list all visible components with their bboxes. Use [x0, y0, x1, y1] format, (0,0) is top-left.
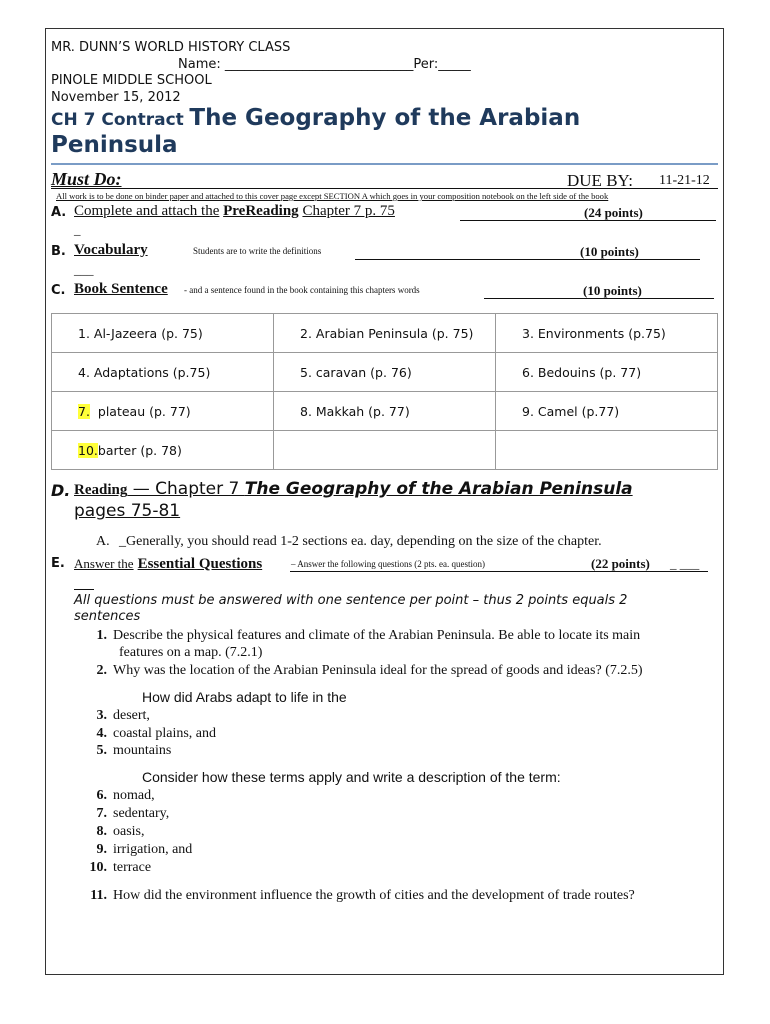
section-e-short-line — [74, 589, 94, 590]
date: November 15, 2012 — [51, 90, 181, 105]
table-row — [52, 314, 718, 353]
list-item: 1. Describe the physical features and climate of the Arabian Peninsula. Be able to locate its main — [96, 628, 641, 643]
section-d-letter: D. — [51, 481, 71, 500]
list-item: 7. sedentary, — [96, 806, 170, 821]
vocab-cell: 2. Arabian Peninsula (p. 75) — [274, 314, 496, 353]
terms-intro: Consider how these terms apply and write a description of the term: — [142, 769, 561, 785]
must-do-note: All work is to be done on binder paper and attached to this cover page except SECTION A which goes in your composition notebook on the left side of the book — [56, 191, 609, 201]
section-d-heading: Reading — Chapter 7 The Geography of the Arabian Peninsula — [74, 479, 633, 499]
list-item: 3. desert, — [96, 708, 150, 723]
highlight-number: 7. — [78, 403, 90, 419]
adapt-intro: How did Arabs adapt to life in the — [142, 689, 347, 705]
vocab-cell: 5. caravan (p. 76) — [274, 353, 496, 392]
due-date: 11-21-12 — [659, 173, 710, 188]
list-item: 4. coastal plains, and — [96, 726, 217, 741]
section-b-note: Students are to write the definitions — [193, 246, 322, 256]
vocab-cell: 10.barter (p. 78) — [52, 431, 274, 470]
section-d-item-a: _Generally, you should read 1-2 sections ea. day, depending on the size of the chapter. — [119, 534, 602, 549]
class-line: MR. DUNN’S WORLD HISTORY CLASS — [51, 40, 291, 55]
vocab-cell: 9. Camel (p.77) — [496, 392, 718, 431]
section-a-text: Complete and attach the PreReading Chapter 7 p. 75 — [74, 203, 395, 219]
table-row — [52, 392, 718, 431]
section-b-points: (10 points) — [580, 244, 639, 259]
title-main-line2: Peninsula — [51, 132, 178, 158]
vocab-table — [51, 313, 718, 470]
list-item: 6. nomad, — [96, 788, 155, 803]
title-rule — [51, 163, 718, 165]
section-a-points: (24 points) — [584, 205, 643, 220]
section-c-letter: C. — [51, 283, 66, 298]
list-item-continued: features on a map. (7.2.1) — [119, 645, 263, 660]
section-b-tail: ___ — [74, 262, 94, 277]
section-b-label: Vocabulary — [74, 242, 148, 258]
section-e-instruction-2: sentences — [74, 609, 141, 624]
must-do-rule — [51, 188, 718, 189]
section-b-letter: B. — [51, 244, 66, 259]
must-do-label: Must Do: — [51, 169, 122, 189]
highlight-number: 10. — [78, 442, 98, 458]
table-row — [52, 353, 718, 392]
section-e-note: – Answer the following questions (2 pts. ea. question) — [291, 559, 485, 569]
section-e-instruction-1: All questions must be answered with one sentence per point – thus 2 points equals 2 — [74, 593, 628, 608]
vocab-cell: 6. Bedouins (p. 77) — [496, 353, 718, 392]
list-item: 11. How did the environment influence the growth of cities and the development of trade routes? — [90, 888, 635, 903]
title-prefix: CH 7 Contract — [51, 110, 184, 130]
section-a-letter: A. — [51, 205, 67, 220]
vocab-cell: 4. Adaptations (p.75) — [52, 353, 274, 392]
section-b-fill-line — [355, 259, 700, 260]
section-e-heading: Answer the Essential Questions — [74, 556, 263, 572]
school-name: PINOLE MIDDLE SCHOOL — [51, 73, 212, 88]
list-item: 8. oasis, — [96, 824, 145, 839]
section-e-tail: _ ___ — [670, 556, 700, 571]
vocab-cell: 1. Al-Jazeera (p. 75) — [52, 314, 274, 353]
vocab-cell — [496, 431, 718, 470]
list-item: 9. irrigation, and — [96, 842, 193, 857]
section-d-item-a-num: A. — [96, 534, 110, 549]
section-c-points: (10 points) — [583, 283, 642, 298]
list-item: 5. mountains — [96, 743, 172, 758]
vocab-cell — [274, 431, 496, 470]
section-e-letter: E. — [51, 556, 65, 571]
list-item: 10. terrace — [89, 860, 152, 875]
due-label: DUE BY: — [567, 171, 633, 190]
title-main-line1: The Geography of the Arabian — [189, 105, 581, 131]
list-item: 2. Why was the location of the Arabian Peninsula ideal for the spread of goods and ideas? (7.2.5) — [96, 663, 643, 678]
section-c-note: - and a sentence found in the book containing this chapters words — [184, 285, 420, 295]
page-title — [51, 105, 580, 131]
section-a-tail: _ — [74, 222, 81, 237]
section-c-label: Book Sentence — [74, 281, 168, 297]
section-d-pages: pages 75-81 — [74, 501, 181, 521]
vocab-cell: 7. plateau (p. 77) — [52, 392, 274, 431]
vocab-cell: 3. Environments (p.75) — [496, 314, 718, 353]
name-per-line: Name: _____________________________Per:_____ — [178, 57, 471, 72]
vocab-cell: 8. Makkah (p. 77) — [274, 392, 496, 431]
section-e-points: (22 points) — [591, 556, 650, 571]
table-row — [52, 431, 718, 470]
